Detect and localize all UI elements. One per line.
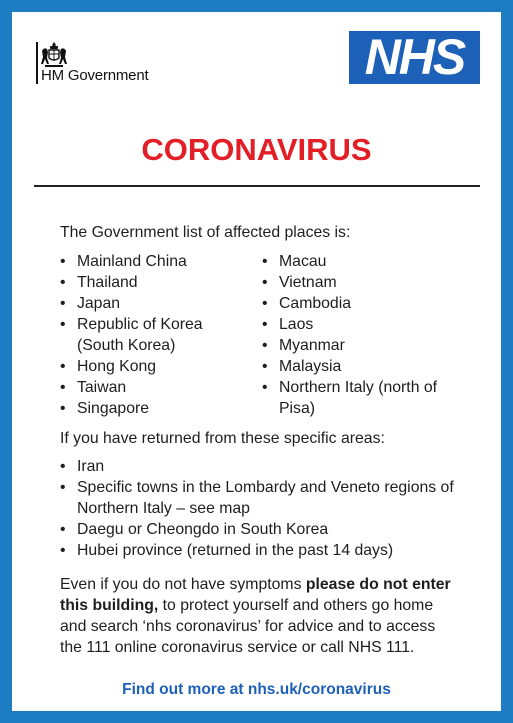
list-item: • Daegu or Cheongdo in South Korea xyxy=(60,521,329,538)
nhs-logo: NHS xyxy=(349,31,480,84)
list-item: • Thailand xyxy=(60,274,138,291)
list-item: • Myanmar xyxy=(262,337,345,354)
list-item: • Hubei province (returned in the past 14 days) xyxy=(60,542,394,559)
intro-text: The Government list of affected places is: xyxy=(60,224,351,241)
list-item: • Mainland China xyxy=(60,253,187,270)
returned-heading: If you have returned from these specific areas: xyxy=(60,430,385,447)
affected-places-right xyxy=(262,251,447,419)
divider xyxy=(34,185,480,187)
list-item: • Cambodia xyxy=(262,295,352,312)
advice-text-start: Even if you do not have symptoms xyxy=(60,576,306,593)
list-item: • Vietnam xyxy=(262,274,337,291)
list-item: • Republic of Korea (South Korea) xyxy=(60,316,203,354)
list-item: • Iran xyxy=(60,458,105,475)
specific-areas-list xyxy=(60,456,460,561)
list-item: • Malaysia xyxy=(262,358,342,375)
list-item: • Macau xyxy=(262,253,327,270)
list-item: • Laos xyxy=(262,316,314,333)
list-item: • Japan xyxy=(60,295,121,312)
advice-text-end: to protect yourself and others go home and search ‘nhs coronavirus’ for advice and to access the 111 online coronavirus service or call NHS 111. xyxy=(60,597,436,656)
list-item: • Taiwan xyxy=(60,379,127,396)
affected-places-left xyxy=(60,251,245,419)
list-item: • Singapore xyxy=(60,400,150,417)
royal-coat-of-arms-icon xyxy=(36,42,72,70)
list-item: • Hong Kong xyxy=(60,358,157,375)
advice-warning: please do not enter this building, xyxy=(60,576,451,614)
list-item: • Northern Italy (north of Pisa) xyxy=(262,379,438,417)
hm-government-logo xyxy=(36,42,176,86)
footer-link[interactable]: Find out more at nhs.uk/coronavirus xyxy=(122,681,391,698)
page-title: CORONAVIRUS xyxy=(141,132,372,167)
government-text: HM Government xyxy=(41,67,149,84)
advice-paragraph xyxy=(60,574,460,658)
list-item: • Specific towns in the Lombardy and Veneto regions of Northern Italy – see map xyxy=(60,479,454,517)
